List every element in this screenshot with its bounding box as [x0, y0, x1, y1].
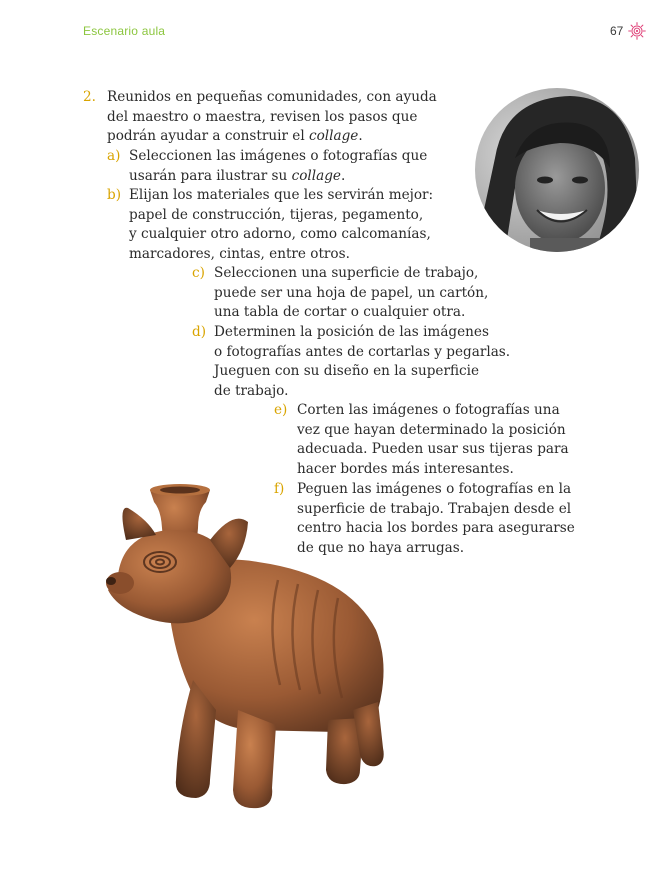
sun-ornament-icon	[628, 22, 646, 40]
step-line: Elijan los materiales que les servirán mejor:	[129, 187, 434, 203]
step-letter-a: a)	[107, 148, 121, 164]
step-line: Determinen la posición de las imágenes	[214, 324, 489, 340]
step-line: de trabajo.	[214, 382, 289, 399]
girl-portrait-photo	[475, 88, 639, 252]
step-line: puede ser una hoja de papel, un cartón,	[214, 284, 489, 301]
step-line: o fotografías antes de cortarlas y pegarlas.	[214, 343, 511, 360]
step-line: de que no haya arrugas.	[297, 539, 465, 556]
step-line: hacer bordes más interesantes.	[297, 460, 514, 477]
step-line: adecuada. Pueden usar sus tijeras para	[297, 441, 569, 458]
step-line: Seleccionen las imágenes o fotografías que	[129, 148, 428, 164]
step-letter-d: d)	[192, 324, 207, 340]
page-number: 67	[610, 24, 624, 38]
activity-number: 2.	[83, 89, 96, 105]
step-letter-c: c)	[192, 265, 205, 281]
section-title: Escenario aula	[83, 24, 166, 38]
step-line: Corten las imágenes o fotografías una	[297, 402, 560, 418]
step-line: papel de construcción, tijeras, pegamento,	[129, 206, 424, 223]
step-d	[214, 323, 510, 401]
step-line: superficie de trabajo. Trabajen desde el	[297, 500, 572, 517]
step-line: vez que hayan determinado la posición	[297, 421, 566, 438]
step-line: Seleccionen una superficie de trabajo,	[214, 265, 479, 281]
step-line: una tabla de cortar o cualquier otra.	[214, 304, 466, 321]
step-c	[214, 264, 488, 323]
step-letter-e: e)	[274, 402, 288, 418]
activity-intro	[107, 88, 437, 147]
step-line: Peguen las imágenes o fotografías en la	[297, 481, 572, 497]
step-line: centro hacia los bordes para asegurarse	[297, 520, 575, 537]
step-letter-f: f)	[274, 481, 285, 497]
intro-line: podrán ayudar a construir el collage.	[107, 128, 363, 145]
step-line: y cualquier otro adorno, como calcomanías,	[129, 226, 431, 243]
step-e	[297, 401, 569, 479]
intro-line: Reunidos en pequeñas comunidades, con ayuda	[107, 89, 437, 105]
clay-dog-vessel-image	[98, 480, 398, 825]
step-letter-b: b)	[107, 187, 122, 203]
intro-line: del maestro o maestra, revisen los pasos que	[107, 108, 418, 125]
step-line: usarán para ilustrar su collage.	[129, 167, 346, 184]
step-b	[129, 186, 433, 264]
step-line: marcadores, cintas, entre otros.	[129, 245, 350, 262]
step-line: Jueguen con su diseño en la superficie	[214, 363, 480, 380]
step-a	[129, 147, 427, 186]
